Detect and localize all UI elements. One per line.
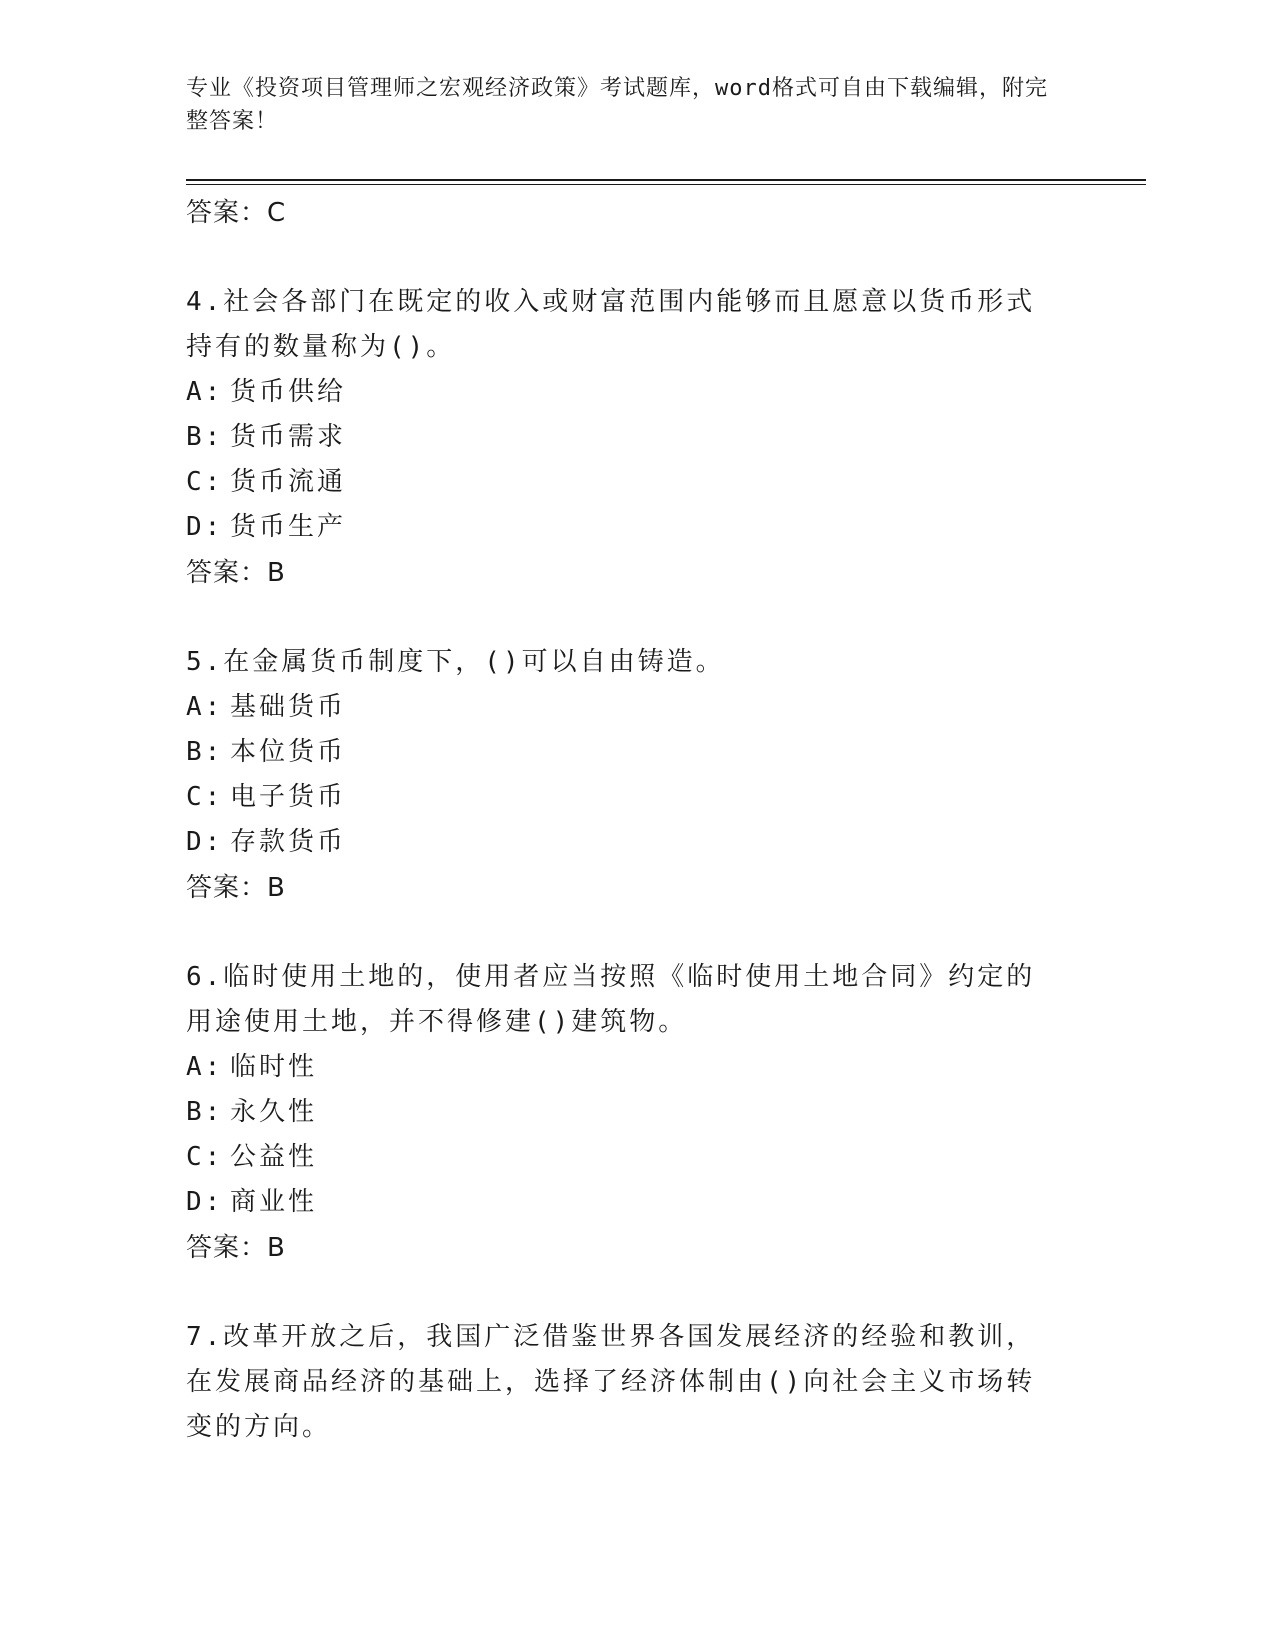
option-letter: D: [186, 1187, 224, 1217]
option-text: 临时性 [230, 1052, 318, 1082]
option-text: 电子货币 [230, 782, 347, 812]
option-text: 货币流通 [230, 467, 347, 497]
option-letter: C: [186, 467, 224, 497]
option-d [186, 1180, 1046, 1225]
answer-line: 答案：B [186, 873, 286, 903]
option-letter: C: [186, 1142, 224, 1172]
option-a [186, 1045, 1046, 1090]
option-text: 基础货币 [230, 692, 347, 722]
option-letter: A: [186, 377, 224, 407]
option-c [186, 1135, 1046, 1180]
option-text: 货币需求 [230, 422, 347, 452]
option-letter: B: [186, 1097, 224, 1127]
option-a [186, 370, 1046, 415]
question-stem: 7.改革开放之后，我国广泛借鉴世界各国发展经济的经验和教训，在发展商品经济的基础上，选择了经济体制由()向社会主义市场转变的方向。 [186, 1322, 1036, 1442]
header-divider-thin [186, 184, 1146, 185]
option-d [186, 820, 1046, 865]
option-text: 货币生产 [230, 512, 347, 542]
question-4 [186, 280, 1046, 596]
option-text: 商业性 [230, 1187, 318, 1217]
question-stem: 5.在金属货币制度下，()可以自由铸造。 [186, 647, 725, 677]
option-text: 本位货币 [230, 737, 347, 767]
option-text: 永久性 [230, 1097, 318, 1127]
option-c [186, 775, 1046, 820]
question-stem: 4.社会各部门在既定的收入或财富范围内能够而且愿意以货币形式持有的数量称为()。 [186, 287, 1036, 362]
option-letter: B: [186, 737, 224, 767]
header-divider-thick [186, 179, 1146, 181]
option-letter: A: [186, 692, 224, 722]
option-letter: B: [186, 422, 224, 452]
option-b [186, 415, 1046, 460]
option-b [186, 1090, 1046, 1135]
option-letter: D: [186, 827, 224, 857]
question-6 [186, 955, 1046, 1271]
question-5 [186, 640, 1046, 911]
option-b [186, 730, 1046, 775]
option-a [186, 685, 1046, 730]
document-header: 专业《投资项目管理师之宏观经济政策》考试题库，word格式可自由下载编辑，附完整答案！ [186, 76, 1048, 134]
answer-line: 答案：B [186, 1233, 286, 1263]
option-letter: D: [186, 512, 224, 542]
question-7 [186, 1315, 1046, 1450]
option-text: 存款货币 [230, 827, 347, 857]
option-text: 货币供给 [230, 377, 347, 407]
option-letter: A: [186, 1052, 224, 1082]
question-stem: 6.临时使用土地的，使用者应当按照《临时使用土地合同》约定的用途使用土地，并不得修建()建筑物。 [186, 962, 1036, 1037]
option-letter: C: [186, 782, 224, 812]
option-text: 公益性 [230, 1142, 318, 1172]
option-c [186, 460, 1046, 505]
option-d [186, 505, 1046, 550]
answer-line: 答案：C [186, 198, 287, 228]
question-list [186, 190, 1046, 1450]
answer-line: 答案：B [186, 558, 286, 588]
